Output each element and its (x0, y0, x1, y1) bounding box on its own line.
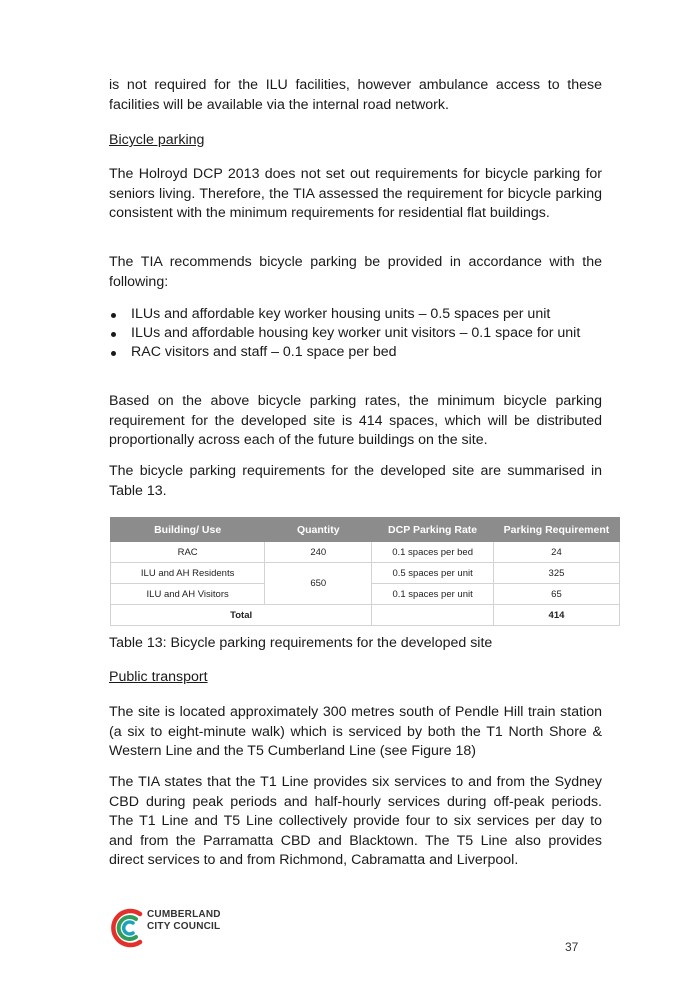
table-header-row (111, 518, 620, 542)
cell-use: RAC (111, 542, 265, 563)
heading-public-transport: Public transport (109, 669, 208, 685)
cumberland-logo-icon (110, 905, 146, 951)
table-caption: Table 13: Bicycle parking requirements for the developed site (109, 635, 493, 651)
bullet-icon (111, 351, 116, 356)
list-item: ILUs and affordable housing key worker unit visitors – 0.1 space for unit (109, 324, 602, 343)
list-item: ILUs and affordable key worker housing units – 0.5 spaces per unit (109, 305, 602, 324)
cell-rate: 0.1 spaces per unit (372, 584, 494, 605)
header-parking-requirement: Parking Requirement (493, 518, 619, 542)
cell-use: ILU and AH Visitors (111, 584, 265, 605)
table-total-row (111, 605, 620, 626)
header-building-use: Building/ Use (111, 518, 265, 542)
table-row (111, 563, 620, 584)
page-number: 37 (565, 940, 579, 954)
cell-rate: 0.5 spaces per unit (372, 563, 494, 584)
paragraph-summarised: The bicycle parking requirements for the developed site are summarised in Table 13. (109, 463, 602, 499)
paragraph-minimum-requirement: Based on the above bicycle parking rates, the minimum bicycle parking requirement for the developed site is 414 spaces, which will be distributed proportionally across each of the future buildings on the site. (109, 393, 602, 448)
paragraph-tia-recommends: The TIA recommends bicycle parking be provided in accordance with the following: (109, 254, 602, 290)
cell-requirement: 24 (493, 542, 619, 563)
header-dcp-rate: DCP Parking Rate (372, 518, 494, 542)
paragraph-ambulance-access: is not required for the ILU facilities, however ambulance access to these facilities will be available via the internal road network. (109, 77, 602, 113)
paragraph-holroyd-dcp: The Holroyd DCP 2013 does not set out requirements for bicycle parking for seniors living. Therefore, the TIA assessed the requirement for bicycle parking consistent with the minimum requirements for residential flat buildings. (109, 166, 602, 221)
cell-requirement: 325 (493, 563, 619, 584)
bicycle-rate-list (109, 305, 602, 362)
table-row (111, 542, 620, 563)
bicycle-parking-table (110, 517, 620, 626)
header-quantity: Quantity (265, 518, 372, 542)
heading-bicycle-parking: Bicycle parking (109, 132, 205, 148)
cell-use: ILU and AH Residents (111, 563, 265, 584)
cell-rate: 0.1 spaces per bed (372, 542, 494, 563)
council-name: CUMBERLAND CITY COUNCIL (147, 909, 221, 932)
cell-requirement: 65 (493, 584, 619, 605)
cell-total-label: Total (111, 605, 372, 626)
list-item: RAC visitors and staff – 0.1 space per bed (109, 343, 602, 362)
cell-quantity: 650 (265, 563, 372, 605)
cell-empty (372, 605, 494, 626)
paragraph-train-services: The TIA states that the T1 Line provides six services to and from the Sydney CBD during peak periods and half-hourly services during off-peak periods. The T1 Line and T5 Line collectively provide four to six services per day to and from the Parramatta CBD and Blacktown. The T5 Line also provides direct services to and from Richmond, Cabramatta and Liverpool. (109, 774, 602, 868)
bullet-icon (111, 332, 116, 337)
cell-total-value: 414 (493, 605, 619, 626)
paragraph-site-location: The site is located approximately 300 metres south of Pendle Hill train station (a six to eight-minute walk) which is serviced by both the T1 North Shore & Western Line and the T5 Cumberland Line (see Figure 18) (109, 704, 602, 759)
cell-quantity: 240 (265, 542, 372, 563)
bullet-icon (111, 313, 116, 318)
